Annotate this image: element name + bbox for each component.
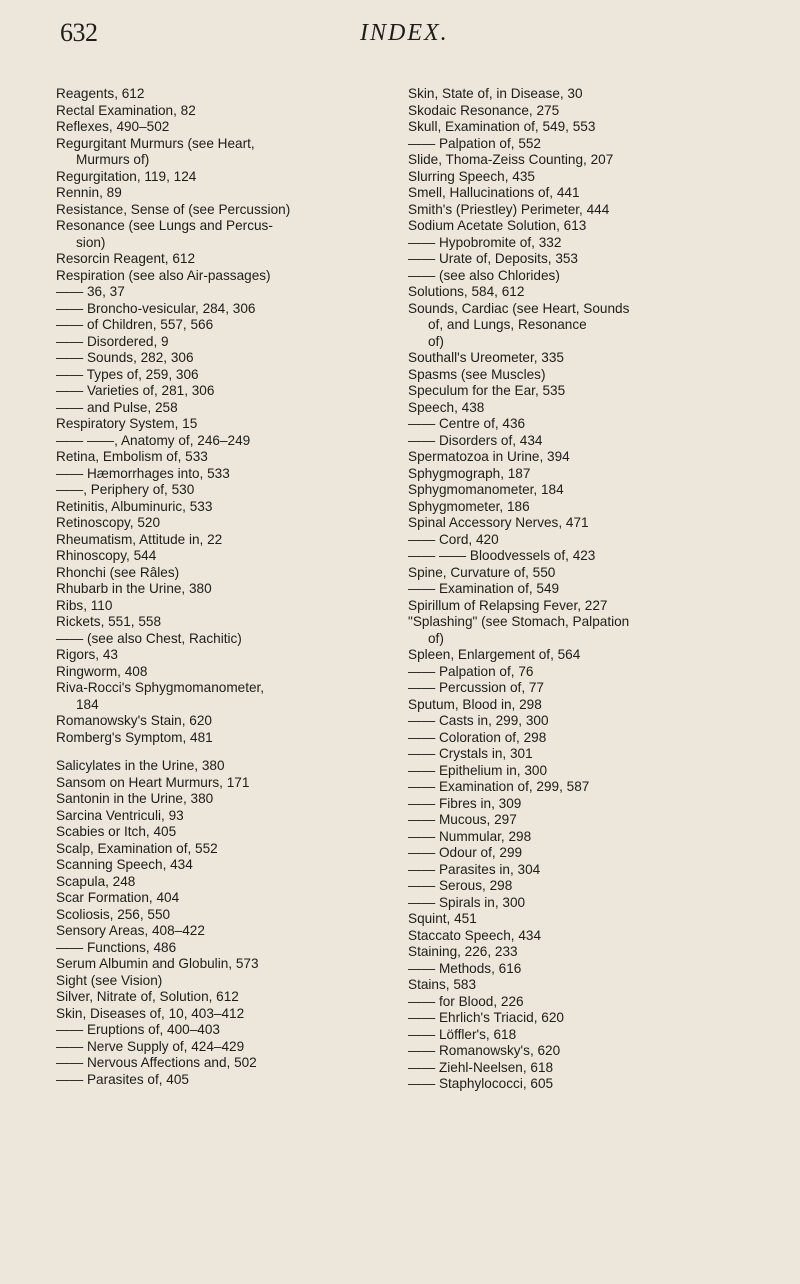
index-entry: Rhubarb in the Urine, 380 [56, 581, 212, 596]
index-entry: Silver, Nitrate of, Solution, 612 [56, 989, 239, 1004]
index-entry: Scapula, 248 [56, 873, 136, 889]
index-entry: —— Nummular, 298 [408, 828, 532, 844]
index-entry: Scabies or Itch, 405 [56, 824, 177, 839]
index-entry: Spasms (see Muscles) [408, 366, 546, 382]
index-entry: —— for Blood, 226 [408, 993, 524, 1009]
index-entry: Squint, 451 [408, 911, 477, 926]
index-entry: —— Parasites of, 405 [56, 1071, 189, 1087]
index-entry: Sarcina Ventriculi, 93 [56, 807, 184, 823]
index-entry: 184 [76, 696, 99, 712]
index-entry: —— Percussion of, 77 [408, 680, 544, 695]
index-entry: Retinoscopy, 520 [56, 515, 161, 530]
index-entry: —— Centre of, 436 [408, 416, 526, 431]
index-entry: —— Parasites in, 304 [408, 861, 541, 877]
index-entry: —— Types of, 259, 306 [56, 366, 199, 382]
index-entry: Scalp, Examination of, 552 [56, 840, 218, 856]
index-entry: Smith's (Priestley) Perimeter, 444 [408, 201, 610, 217]
index-entry: —— and Pulse, 258 [56, 399, 178, 415]
index-entry: Solutions, 584, 612 [408, 284, 525, 299]
index-entry: —— —— Bloodvessels of, 423 [408, 548, 596, 563]
index-entry: —— 36, 37 [56, 284, 125, 299]
index-entry: Regurgitant Murmurs (see Heart, [56, 135, 255, 151]
index-entry: Rheumatism, Attitude in, 22 [56, 531, 223, 547]
index-entry: Respiratory System, 15 [56, 416, 198, 431]
index-entry: Stains, 583 [408, 977, 477, 992]
index-entry: Rhinoscopy, 544 [56, 548, 157, 563]
index-entry: —— Broncho-vesicular, 284, 306 [56, 300, 256, 316]
index-entry: —— Functions, 486 [56, 939, 177, 955]
index-entry: Retinitis, Albuminuric, 533 [56, 498, 213, 514]
index-entry: Resorcin Reagent, 612 [56, 251, 196, 266]
index-entry: sion) [76, 234, 106, 250]
index-entry: ——, Periphery of, 530 [56, 482, 195, 497]
index-entry: Rectal Examination, 82 [56, 102, 196, 118]
index-entry: —— Fibres in, 309 [408, 795, 522, 811]
index-entry: —— ——, Anatomy of, 246–249 [56, 432, 251, 448]
index-entry: —— Palpation of, 76 [408, 663, 534, 679]
index-entry: —— Eruptions of, 400–403 [56, 1022, 220, 1037]
index-entry: Ringworm, 408 [56, 663, 148, 679]
index-entry: —— Spirals in, 300 [408, 894, 526, 910]
index-entry: —— Romanowsky's, 620 [408, 1043, 561, 1058]
index-column-right [408, 86, 748, 1093]
index-entry: Santonin in the Urine, 380 [56, 791, 214, 806]
index-entry: Scanning Speech, 434 [56, 857, 193, 872]
index-entry: —— Löffler's, 618 [408, 1026, 517, 1042]
index-entry: Resistance, Sense of (see Percussion) [56, 201, 291, 217]
index-entry: Scoliosis, 256, 550 [56, 906, 171, 922]
index-entry: —— Methods, 616 [408, 960, 522, 976]
index-entry: of) [428, 630, 444, 646]
index-entry: Resonance (see Lungs and Percus- [56, 218, 273, 233]
index-entry: Skull, Examination of, 549, 553 [408, 119, 596, 134]
index-entry: Spinal Accessory Nerves, 471 [408, 515, 589, 530]
index-entry: —— Crystals in, 301 [408, 746, 533, 761]
index-entry: Slurring Speech, 435 [408, 168, 535, 184]
index-entry: Sphygmograph, 187 [408, 465, 531, 481]
index-entry: Retina, Embolism of, 533 [56, 449, 208, 464]
index-entry: —— Ziehl-Neelsen, 618 [408, 1059, 554, 1075]
index-entry: Sansom on Heart Murmurs, 171 [56, 774, 250, 790]
index-entry: —— Palpation of, 552 [408, 135, 541, 151]
index-entry: Sodium Acetate Solution, 613 [408, 218, 587, 233]
index-entry: Smell, Hallucinations of, 441 [408, 185, 580, 200]
index-entry: —— Disorders of, 434 [408, 432, 543, 448]
index-entry: —— Examination of, 299, 587 [408, 779, 590, 794]
index-entry: Staining, 226, 233 [408, 944, 518, 959]
index-entry: Rennin, 89 [56, 185, 122, 200]
index-entry: —— Nervous Affections and, 502 [56, 1055, 257, 1070]
index-entry: —— Hypobromite of, 332 [408, 234, 562, 250]
page-number: 632 [60, 18, 98, 47]
index-entry: —— Serous, 298 [408, 878, 513, 893]
index-entry: Sensory Areas, 408–422 [56, 923, 205, 938]
index-entry: —— Examination of, 549 [408, 581, 560, 596]
index-entry: Speculum for the Ear, 535 [408, 383, 566, 398]
index-entry: —— (see also Chlorides) [408, 267, 560, 283]
index-entry: Reagents, 612 [56, 86, 145, 101]
index-entry: Riva-Rocci's Sphygmomanometer, [56, 680, 265, 695]
index-entry: Skin, Diseases of, 10, 403–412 [56, 1005, 245, 1021]
index-entry: Staccato Speech, 434 [408, 927, 542, 943]
index-entry: Spirillum of Relapsing Fever, 227 [408, 597, 608, 613]
index-entry: of) [428, 333, 444, 349]
index-entry: —— Cord, 420 [408, 531, 499, 547]
index-entry: Skin, State of, in Disease, 30 [408, 86, 583, 101]
index-entry: Reflexes, 490–502 [56, 119, 170, 134]
index-entry: Slide, Thoma-Zeiss Counting, 207 [408, 152, 614, 167]
running-head: INDEX. [360, 20, 449, 46]
index-entry: Scar Formation, 404 [56, 890, 180, 905]
index-entry: Spleen, Enlargement of, 564 [408, 647, 581, 662]
index-entry: —— Sounds, 282, 306 [56, 350, 194, 365]
index-entry: —— Epithelium in, 300 [408, 762, 548, 778]
index-entry: Southall's Ureometer, 335 [408, 350, 564, 365]
index-entry: Salicylates in the Urine, 380 [56, 758, 225, 773]
index-entry: "Splashing" (see Stomach, Palpation [408, 614, 630, 629]
index-entry: Sounds, Cardiac (see Heart, Sounds [408, 300, 630, 316]
index-entry: Spermatozoa in Urine, 394 [408, 449, 570, 464]
index-entry: —— Coloration of, 298 [408, 729, 547, 745]
index-entry: Rhonchi (see Râles) [56, 564, 180, 580]
index-entry: Spine, Curvature of, 550 [408, 564, 556, 580]
index-entry: Romberg's Symptom, 481 [56, 729, 213, 745]
index-entry: Sphygmometer, 186 [408, 498, 530, 514]
index-entry: —— Nerve Supply of, 424–429 [56, 1038, 245, 1054]
index-entry: Regurgitation, 119, 124 [56, 168, 197, 184]
index-entry: —— Urate of, Deposits, 353 [408, 251, 578, 266]
index-entry: Respiration (see also Air-passages) [56, 267, 271, 283]
index-entry: —— Staphylococci, 605 [408, 1076, 554, 1091]
index-entry: Rigors, 43 [56, 647, 118, 662]
index-column-left [56, 86, 396, 1088]
index-entry [56, 746, 396, 758]
index-entry: —— Odour of, 299 [408, 845, 523, 860]
index-entry: Sputum, Blood in, 298 [408, 696, 542, 712]
index-entry: Speech, 438 [408, 399, 485, 415]
index-entry: Romanowsky's Stain, 620 [56, 713, 212, 728]
index-entry: Skodaic Resonance, 275 [408, 102, 560, 118]
index-entry: —— Hæmorrhages into, 533 [56, 465, 230, 481]
index-entry: —— (see also Chest, Rachitic) [56, 630, 242, 646]
index-entry: —— Varieties of, 281, 306 [56, 383, 215, 398]
index-entry: —— Mucous, 297 [408, 812, 517, 827]
index-entry: Ribs, 110 [56, 597, 113, 613]
index-entry: Murmurs of) [76, 152, 150, 167]
index-entry: Rickets, 551, 558 [56, 614, 162, 629]
index-entry: Sight (see Vision) [56, 972, 163, 988]
index-entry: of, and Lungs, Resonance [428, 317, 587, 332]
index-entry: Sphygmomanometer, 184 [408, 482, 564, 497]
index-entry: —— Disordered, 9 [56, 333, 169, 349]
index-entry: —— of Children, 557, 566 [56, 317, 214, 332]
index-entry: —— Casts in, 299, 300 [408, 713, 549, 728]
index-entry: —— Ehrlich's Triacid, 620 [408, 1010, 564, 1025]
index-entry: Serum Albumin and Globulin, 573 [56, 956, 259, 971]
